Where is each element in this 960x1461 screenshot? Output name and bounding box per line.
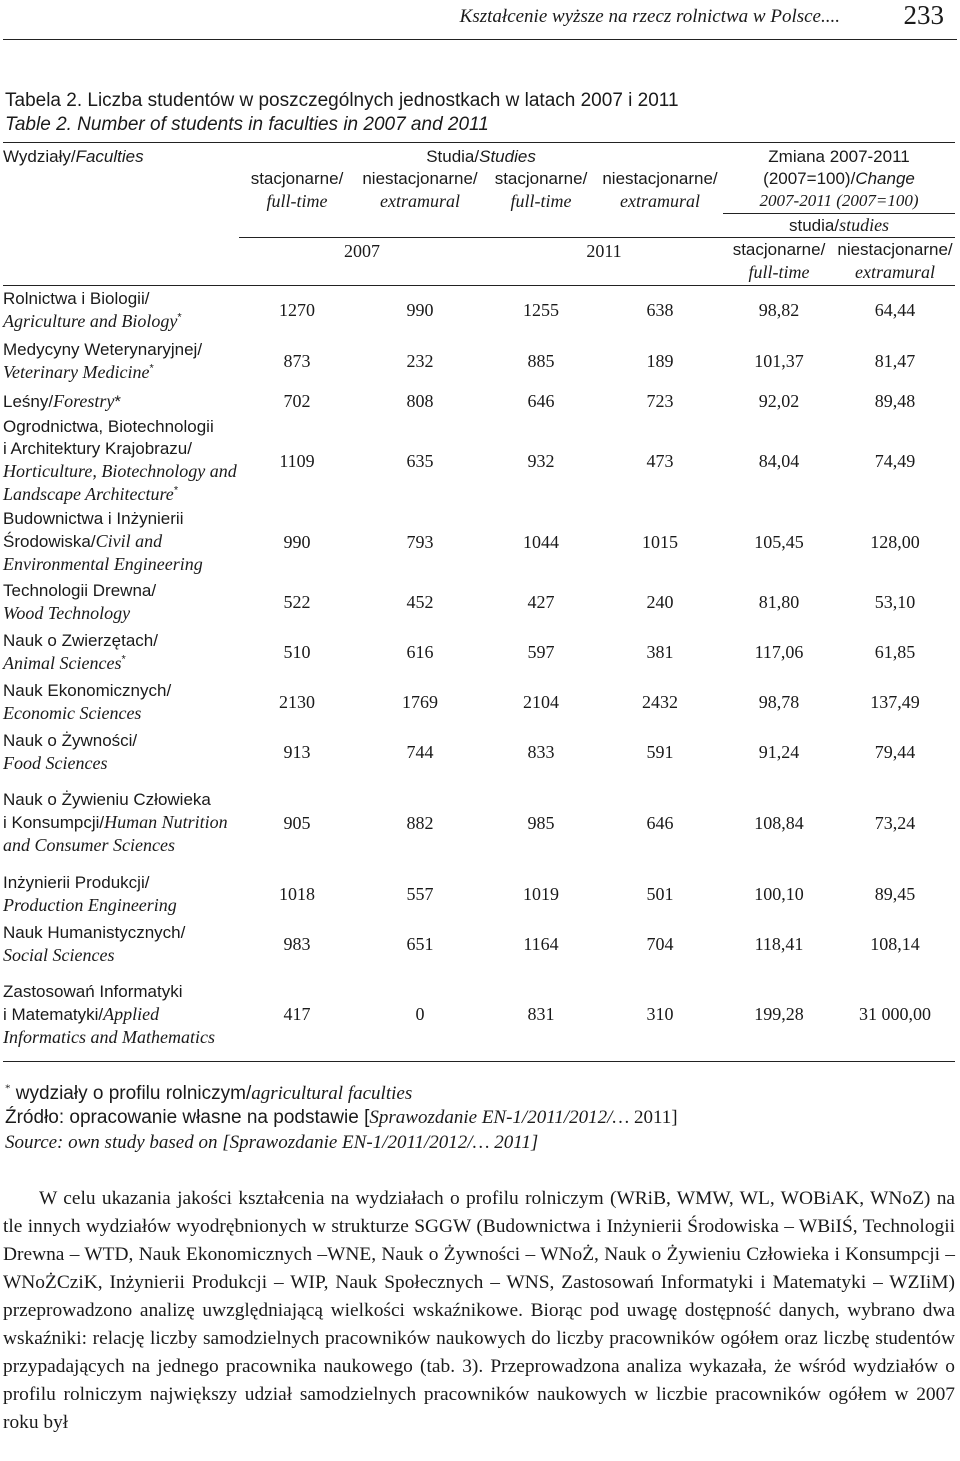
faculty-name-en: Veterinary Medicine	[3, 362, 150, 382]
faculty-name	[3, 285, 239, 336]
cell-value: 808	[406, 390, 434, 411]
cell-value: 473	[646, 450, 674, 471]
cell-value: 117,06	[754, 641, 804, 662]
cell-value: 89,45	[874, 883, 916, 904]
cell-value: 108,14	[870, 933, 920, 954]
faculty-name-pl: Rolnictwa i Biologii/	[3, 289, 150, 309]
faculty-name-en: Animal Sciences	[3, 652, 122, 673]
faculty-name	[3, 415, 239, 507]
agricultural-marker: *	[114, 391, 122, 411]
cell-value: 913	[283, 741, 311, 762]
change-sub-header: (2007=100)/Change 2007-2011 (2007=100)	[759, 169, 919, 211]
faculty-name-en: Social Sciences	[3, 944, 115, 965]
faculty-name-en: Food Sciences	[3, 752, 108, 773]
cell-value: 79,44	[874, 741, 916, 762]
faculties-header: Wydziały/Faculties	[3, 143, 239, 169]
cell-value: 1015	[642, 531, 678, 552]
source-en: Source: own study based on [Sprawozdanie EN-1/2011/2012/… 2011]	[5, 1132, 539, 1153]
cell-value: 53,10	[874, 591, 916, 612]
cell-value: 427	[527, 591, 555, 612]
body-paragraph: W celu ukazania jakości kształcenia na wydziałach o profilu rolniczym (WRiB, WMW, WL, WOBiAK, WNoZ) na tle innych wydziałów wyodrębnionych w strukturze SGGW (Budownictwa i Inżynierii Środowiska – WBiIŚ, Technologii Drewna – WTD, Nauk Ekonomicznych –WNE, Nauk o Żywności – WNoŻ, Nauk o Żywieniu Człowieka i Konsumpcji – WNoŻCziK, Inżynierii Produkcji – WIP, Nauk Społecznych – WNS, Zastosowań Informatyki i Matematyki – WZIiM) przeprowadzono analizę uwzględniającą wielkości wskaźnikowe. Biorąc pod uwagę dostępność danych, wybrano dwa wskaźniki: relację liczby samodzielnych pracowników naukowych do liczby pracowników ogółem oraz liczbę studentów przypadających na jednego pracownika naukowego (tab. 3). Przeprowadzona analiza wykazała, że wśród wydziałów o profilu rolniczym największy udział samodzielnych pracowników naukowych w liczbie pracowników ogółem w 2007 roku był	[3, 1188, 955, 1433]
table-row	[3, 777, 955, 869]
cell-value: 1018	[279, 883, 315, 904]
cell-value: 704	[646, 933, 674, 954]
cell-value: 1270	[239, 285, 355, 336]
cell-value: 1109	[279, 450, 315, 471]
table-row	[3, 577, 955, 627]
cell-value: 118,41	[754, 933, 804, 954]
cell-value: 702	[283, 390, 311, 411]
cell-value: 84,04	[758, 450, 800, 471]
cell-value: 98,82	[723, 285, 835, 336]
faculty-name	[3, 627, 239, 677]
running-head	[0, 0, 952, 36]
cell-value: 232	[406, 351, 434, 371]
cell-value: 0	[355, 969, 485, 1061]
studies-header: Studia/Studies	[239, 143, 723, 169]
cell-value: 2130	[279, 691, 315, 712]
students-table	[3, 142, 955, 1062]
faculty-name	[3, 777, 239, 869]
faculty-name-pl: Inżynierii Produkcji/	[3, 872, 150, 892]
faculty-name-en: Production Engineering	[3, 894, 177, 915]
cell-value: 73,24	[874, 812, 916, 833]
cell-value: 310	[597, 969, 723, 1061]
cell-value: 74,49	[874, 450, 916, 471]
table-row	[3, 919, 955, 969]
cell-value: 1255	[485, 285, 597, 336]
table-row	[3, 387, 955, 415]
cell-value: 2432	[642, 691, 678, 712]
cell-value: 873	[283, 351, 311, 371]
cell-value: 452	[406, 591, 434, 612]
cell-value: 381	[646, 641, 674, 662]
cell-value: 137,49	[870, 691, 920, 712]
full-time-2007-header: stacjonarne/ full-time	[250, 169, 344, 211]
faculty-name-pl: Nauk Humanistycznych/	[3, 922, 186, 942]
table-row	[3, 507, 955, 577]
faculty-name-pl: Nauk o Żywieniu Człowieka i Konsumpcji/	[3, 790, 211, 832]
cell-value: 723	[646, 390, 674, 411]
cell-value: 128,00	[870, 531, 920, 552]
source-pl: Źródło: opracowanie własne na podstawie [Sprawozdanie EN-1/2011/2012/… 2011]	[5, 1107, 678, 1128]
cell-value: 101,37	[754, 351, 804, 371]
faculty-name	[3, 507, 239, 577]
cell-value: 793	[406, 531, 434, 552]
cell-value: 2104	[523, 691, 559, 712]
faculty-name-en: Civil and Environmental Engineering	[3, 531, 203, 574]
faculty-name-pl: Ogrodnictwa, Biotechnologii i Architektury Krajobrazu/	[3, 417, 214, 458]
cell-value: 597	[527, 641, 555, 662]
cell-value: 240	[646, 591, 674, 612]
cell-value: 98,78	[758, 691, 800, 712]
cell-value: 61,85	[874, 641, 916, 662]
cell-value: 100,10	[754, 883, 804, 904]
cell-value: 635	[406, 450, 434, 471]
faculty-name-pl: Medycyny Weterynaryjnej/	[3, 340, 203, 359]
cell-value: 638	[597, 285, 723, 336]
faculty-name-pl: Technologii Drewna/	[3, 580, 157, 600]
agricultural-marker: *	[177, 311, 182, 324]
cell-value: 646	[527, 390, 555, 411]
agricultural-marker: *	[121, 652, 126, 665]
agricultural-marker: *	[149, 362, 154, 375]
faculty-name-en: Agriculture and Biology	[3, 311, 178, 332]
cell-value: 108,84	[754, 812, 804, 833]
faculty-name-en: Human Nutrition and Consumer Sciences	[3, 812, 228, 855]
cell-value: 81,80	[758, 591, 800, 612]
faculty-name-en: Forestry	[53, 390, 115, 411]
agricultural-marker: *	[173, 484, 179, 497]
extramural-2011-header: niestacjonarne/ extramural	[602, 169, 718, 211]
cell-value: 744	[406, 741, 434, 762]
table-row	[3, 285, 955, 336]
faculty-name	[3, 969, 239, 1061]
cell-value: 81,47	[874, 351, 916, 371]
cell-value: 985	[527, 812, 555, 833]
cell-value: 882	[406, 812, 434, 833]
faculty-name	[3, 387, 239, 415]
faculty-name	[3, 336, 239, 387]
table-row	[3, 869, 955, 919]
faculty-name-pl: Nauk Ekonomicznych/	[3, 680, 172, 700]
faculty-name	[3, 919, 239, 969]
cell-value: 105,45	[754, 531, 804, 552]
cell-value: 905	[283, 812, 311, 833]
cell-value: 885	[527, 351, 555, 371]
cell-value: 1019	[523, 883, 559, 904]
cell-value: 932	[527, 450, 555, 471]
cell-value: 417	[239, 969, 355, 1061]
faculty-name	[3, 727, 239, 777]
extramural-2007-header: niestacjonarne/ extramural	[362, 169, 478, 211]
cell-value: 64,44	[835, 285, 955, 336]
cell-value: 557	[406, 883, 434, 904]
cell-value: 990	[355, 285, 485, 336]
table-row	[3, 627, 955, 677]
cell-value: 646	[646, 812, 674, 833]
change-full-time-header: stacjonarne/ full-time	[723, 237, 835, 285]
cell-value: 89,48	[874, 390, 916, 411]
header-row-4	[3, 237, 955, 285]
cell-value: 91,24	[758, 741, 800, 762]
faculty-name-pl: Nauk o Żywności/	[3, 730, 138, 750]
table-caption-pl: Tabela 2. Liczba studentów w poszczególnych jednostkach w latach 2007 i 2011	[5, 90, 679, 111]
cell-value: 831	[485, 969, 597, 1061]
cell-value: 92,02	[758, 390, 800, 411]
faculty-name-en: Applied Informatics and Mathematics	[3, 1003, 215, 1047]
faculty-name-pl: Budownictwa i Inżynierii Środowiska/	[3, 509, 184, 551]
table-caption-en: Table 2. Number of students in faculties in 2007 and 2011	[5, 114, 489, 135]
studia-header: studia/studies	[723, 213, 955, 237]
cell-value: 591	[646, 741, 674, 762]
cell-value: 983	[283, 933, 311, 954]
cell-value: 833	[527, 741, 555, 762]
footnote: * wydziały o profilu rolniczym/agricultural faculties	[5, 1082, 413, 1104]
cell-value: 651	[406, 933, 434, 954]
page-number: 233	[903, 0, 944, 30]
table-row	[3, 677, 955, 727]
cell-value: 1164	[523, 933, 559, 954]
year-2011-header: 2011	[485, 237, 723, 285]
faculty-name-pl: Leśny/	[3, 391, 54, 411]
faculty-name	[3, 869, 239, 919]
faculty-name-en: Economic Sciences	[3, 702, 142, 723]
running-title: Kształcenie wyższe na rzecz rolnictwa w Polsce....	[459, 6, 840, 27]
table-body	[3, 285, 955, 1061]
cell-value: 1044	[523, 531, 559, 552]
table-row	[3, 415, 955, 507]
faculty-name	[3, 677, 239, 727]
cell-value: 199,28	[723, 969, 835, 1061]
cell-value: 510	[283, 641, 311, 662]
cell-value: 522	[283, 591, 311, 612]
header-row-2	[3, 168, 955, 213]
faculty-name-pl: Nauk o Zwierzętach/	[3, 630, 158, 650]
change-extramural-header: niestacjonarne/ extramural	[835, 237, 955, 285]
table-row	[3, 969, 955, 1061]
full-time-2011-header: stacjonarne/ full-time	[494, 169, 588, 211]
header-row-3	[3, 213, 955, 237]
header-rule	[3, 39, 957, 40]
cell-value: 616	[406, 641, 434, 662]
faculty-name-pl: Zastosowań Informatyki i Matematyki/	[3, 981, 183, 1024]
faculty-name-en: Horticulture, Biotechnology and Landscape Architecture	[3, 461, 237, 504]
table-row	[3, 727, 955, 777]
body-text	[3, 1185, 955, 1437]
cell-value: 189	[646, 351, 674, 371]
faculty-name	[3, 577, 239, 627]
cell-value: 31 000,00	[835, 969, 955, 1061]
cell-value: 1769	[402, 691, 438, 712]
header-row-1	[3, 143, 955, 169]
cell-value: 501	[646, 883, 674, 904]
faculty-name-en: Wood Technology	[3, 602, 131, 623]
year-2007-header: 2007	[239, 237, 485, 285]
table-row	[3, 336, 955, 387]
cell-value: 990	[283, 531, 311, 552]
change-header: Zmiana 2007-2011	[723, 143, 955, 169]
